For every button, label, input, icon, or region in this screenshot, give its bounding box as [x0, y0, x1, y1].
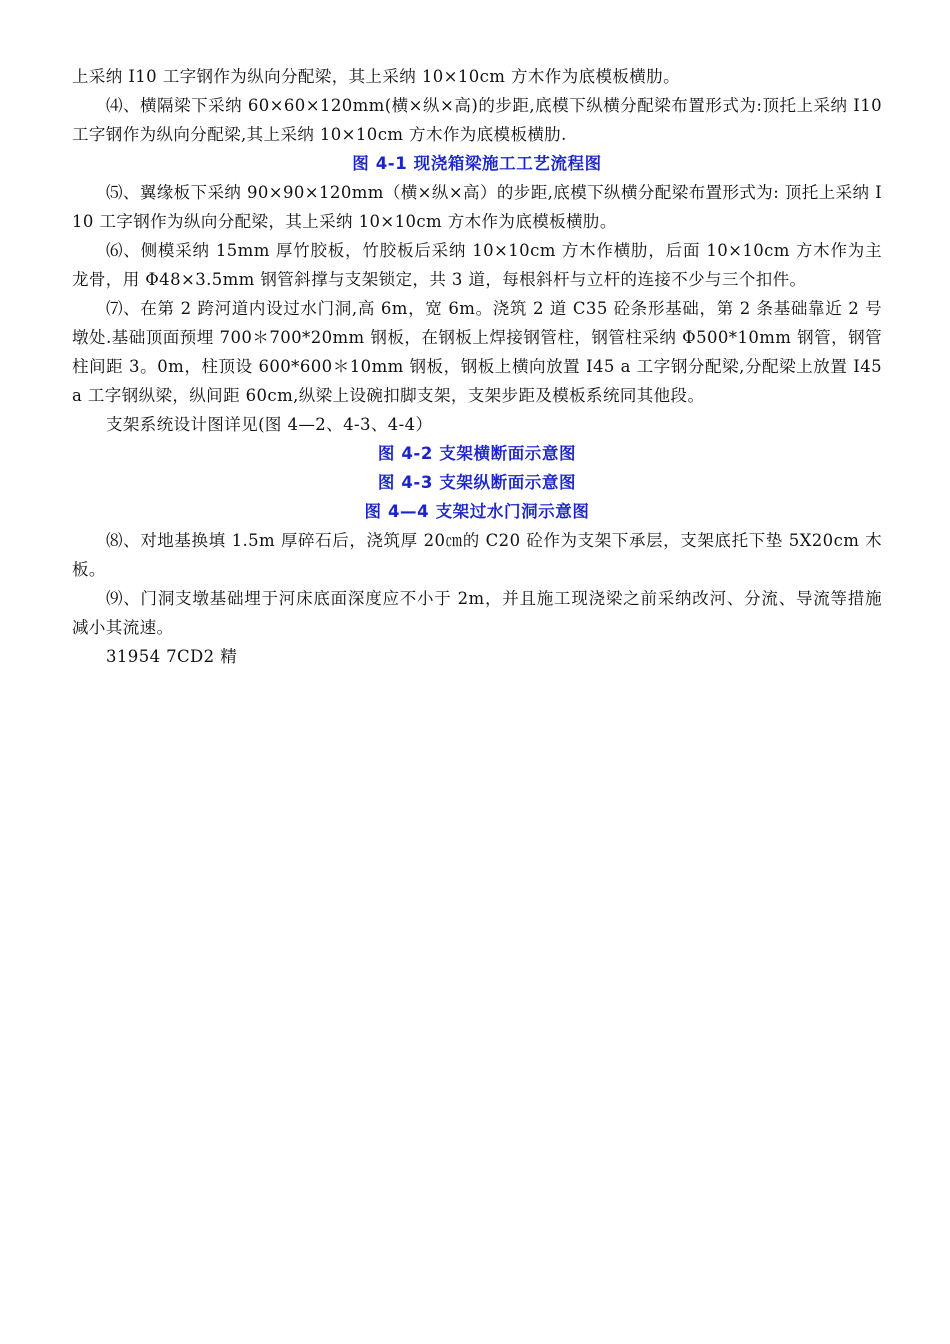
document-page — [72, 62, 882, 671]
paragraph-item-7: ⑺、在第 2 跨河道内设过水门洞,高 6m，宽 6m。浇筑 2 道 C35 砼条形基础，第 2 条基础靠近 2 号墩处.基础顶面预埋 700＊700*20mm 钢板，在钢板上焊接钢管柱，钢管柱采纳 Φ500*10mm 钢管，钢管柱间距 3。0m，柱顶设 600*600＊10mm 钢板，钢板上横向放置 I45 a 工字钢分配梁,分配梁上放置 I45 a 工字钢纵梁，纵间距 60cm,纵梁上设碗扣脚支架，支架步距及模板系统同其他段。 — [72, 299, 882, 405]
paragraph-item-6: ⑹、侧模采纳 15mm 厚竹胶板，竹胶板后采纳 10×10cm 方木作横肋，后面 10×10cm 方木作为主龙骨，用 Φ48×3.5mm 钢管斜撑与支架锁定，共 3 道，每根斜杆与立杆的连接不少与三个扣件。 — [72, 241, 882, 289]
paragraph-continuation: 上采纳 I10 工字钢作为纵向分配梁，其上采纳 10×10cm 方木作为底模板横肋。 — [72, 67, 680, 86]
paragraph-item-4: ⑷、横隔梁下采纳 60×60×120mm(横×纵×高)的步距,底模下纵横分配梁布置形式为:顶托上采纳 I10 工字钢作为纵向分配梁,其上采纳 10×10cm 方木作为底模板横肋. — [72, 96, 882, 144]
paragraph-item-5: ⑸、翼缘板下采纳 90×90×120mm（横×纵×高）的步距,底模下纵横分配梁布置形式为: 顶托上采纳 I10 工字钢作为纵向分配梁，其上采纳 10×10cm 方木作为底模板横肋。 — [72, 183, 882, 231]
paragraph-item-9: ⑼、门洞支墩基础埋于河床底面深度应不小于 2m，并且施工现浇梁之前采纳改河、分流、导流等措施减小其流速。 — [72, 589, 882, 637]
figure-caption-4-2: 图 4-2 支架横断面示意图 — [377, 444, 577, 463]
figure-reference-line: 支架系统设计图详见(图 4—2、4-3、4-4） — [106, 415, 433, 434]
footer-code: 31954 7CD2 精 — [106, 647, 238, 666]
figure-caption-4-3: 图 4-3 支架纵断面示意图 — [377, 473, 577, 492]
figure-caption-4-4: 图 4—4 支架过水门洞示意图 — [364, 502, 590, 521]
figure-caption-4-1: 图 4-1 现浇箱梁施工工艺流程图 — [352, 154, 602, 173]
paragraph-item-8: ⑻、对地基换填 1.5m 厚碎石后，浇筑厚 20㎝的 C20 砼作为支架下承层，支架底托下垫 5X20cm 木板。 — [72, 531, 882, 579]
